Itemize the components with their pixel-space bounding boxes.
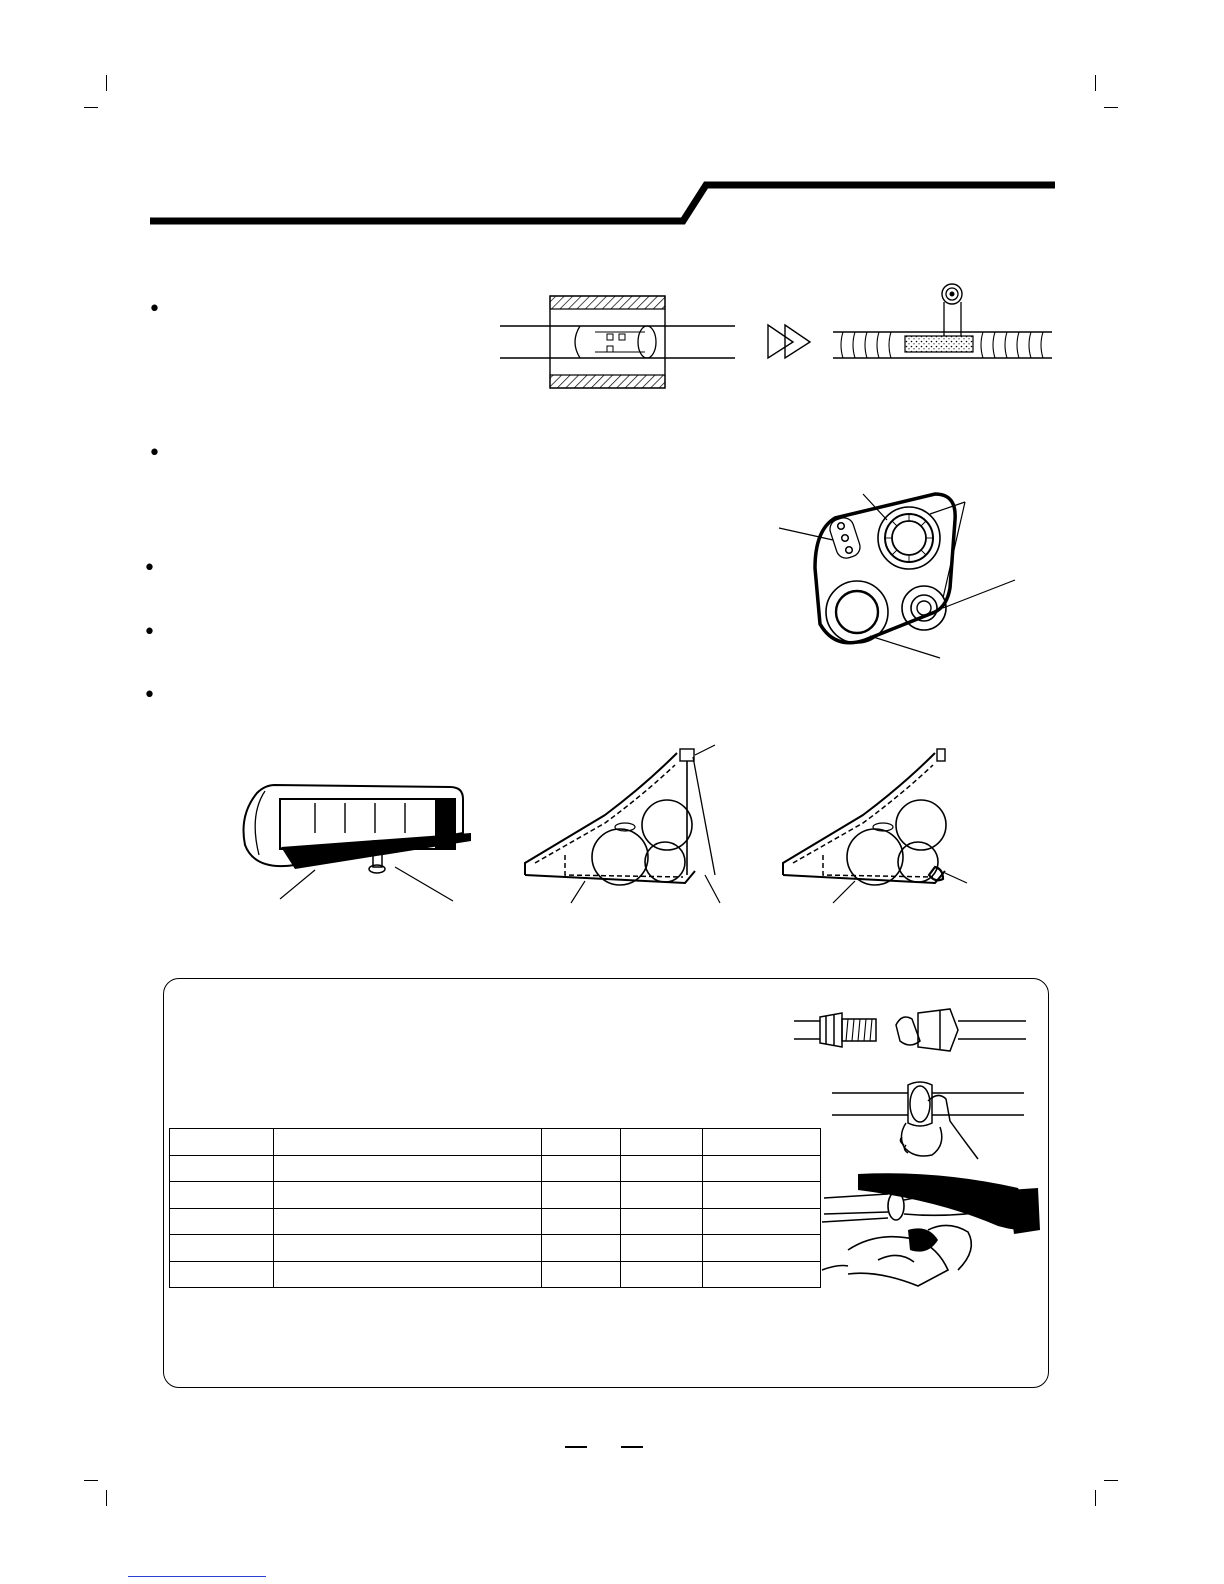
table-row bbox=[170, 1261, 821, 1288]
table-row bbox=[170, 1208, 821, 1235]
table-cell bbox=[170, 1261, 274, 1288]
pipe-bundle-cross-section-figure bbox=[775, 488, 1035, 663]
footer-link[interactable] bbox=[128, 1562, 266, 1577]
indoor-unit-piping-outlet-figure bbox=[235, 775, 475, 905]
table-cell bbox=[703, 1261, 821, 1288]
table-cell bbox=[274, 1155, 542, 1182]
table-cell bbox=[621, 1129, 703, 1156]
table-cell bbox=[621, 1261, 703, 1288]
torque-wrench-tightening-figure bbox=[828, 1075, 1028, 1170]
table-cell bbox=[170, 1208, 274, 1235]
bullet-marker-2: • bbox=[148, 441, 161, 466]
table-row bbox=[170, 1155, 821, 1182]
crop-mark-bottom-left-h bbox=[84, 1480, 98, 1481]
table-cell bbox=[170, 1129, 274, 1156]
piping-wrap-hands-figure bbox=[818, 1170, 1040, 1290]
bullet-marker-3: • bbox=[143, 556, 156, 581]
page-number-dash-right bbox=[621, 1446, 643, 1448]
table-cell bbox=[274, 1182, 542, 1209]
table-cell bbox=[274, 1208, 542, 1235]
table-cell bbox=[542, 1235, 621, 1262]
header-rule bbox=[0, 0, 1224, 240]
table-cell bbox=[621, 1155, 703, 1182]
bullet-marker-1: • bbox=[148, 297, 161, 322]
table-cell bbox=[274, 1235, 542, 1262]
torque-spec-table bbox=[169, 1128, 821, 1288]
table-cell bbox=[542, 1182, 621, 1209]
page-number-dash-left bbox=[565, 1446, 587, 1448]
flare-nut-connection-figure bbox=[790, 1003, 1030, 1059]
crop-mark-bottom-right-v bbox=[1095, 1490, 1096, 1506]
table-cell bbox=[274, 1129, 542, 1156]
table-cell bbox=[703, 1208, 821, 1235]
pipe-joint-insulation-figure bbox=[495, 280, 1065, 400]
table-row bbox=[170, 1129, 821, 1156]
table-cell bbox=[621, 1208, 703, 1235]
table-row bbox=[170, 1182, 821, 1209]
table-cell bbox=[274, 1261, 542, 1288]
table-cell bbox=[703, 1182, 821, 1209]
table-cell bbox=[170, 1182, 274, 1209]
table-cell bbox=[621, 1182, 703, 1209]
table-cell bbox=[703, 1235, 821, 1262]
table-cell bbox=[703, 1129, 821, 1156]
table-cell bbox=[542, 1129, 621, 1156]
bullet-marker-4: • bbox=[143, 620, 156, 645]
table-cell bbox=[703, 1155, 821, 1182]
crop-mark-bottom-left-v bbox=[106, 1490, 107, 1506]
table-cell bbox=[170, 1155, 274, 1182]
indoor-unit-section-after-figure bbox=[775, 745, 975, 905]
crop-mark-bottom-right-h bbox=[1104, 1480, 1118, 1481]
table-cell bbox=[170, 1235, 274, 1262]
table-cell bbox=[542, 1155, 621, 1182]
bullet-marker-5: • bbox=[143, 683, 156, 708]
indoor-unit-section-before-figure bbox=[515, 745, 725, 905]
table-cell bbox=[542, 1261, 621, 1288]
table-cell bbox=[542, 1208, 621, 1235]
table-row bbox=[170, 1235, 821, 1262]
table-cell bbox=[621, 1235, 703, 1262]
